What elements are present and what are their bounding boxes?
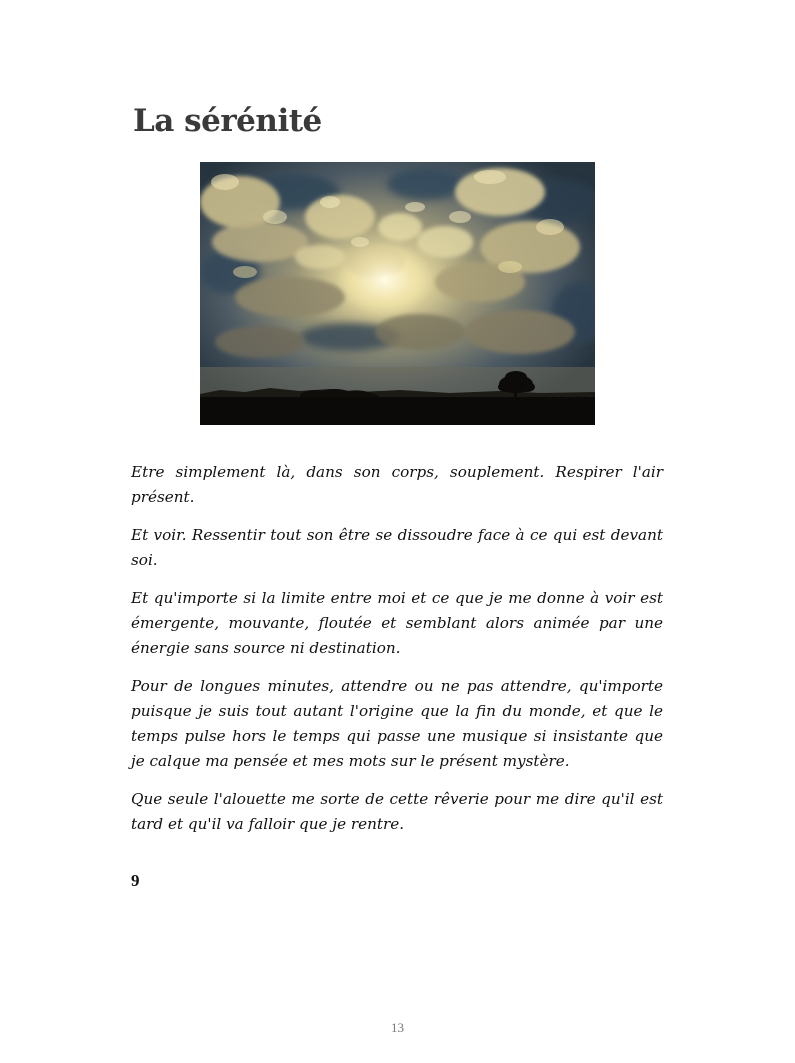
page-number: 13 xyxy=(391,1020,404,1035)
poem-number: 9 xyxy=(131,871,140,890)
paragraph: Pour de longues minutes, attendre ou ne pas attendre, qu'importe puisque je suis tout autant l'origine que la fin du monde, et que le temps pulse hors le temps qui passe une musique si insistante que je calque ma pensée et mes mots sur le présent mystère. xyxy=(131,677,663,770)
paragraph: Et voir. Ressentir tout son être se dissoudre face à ce qui est devant soi. xyxy=(131,526,663,569)
sky-photo xyxy=(200,162,595,425)
paragraph: Que seule l'alouette me sorte de cette rêverie pour me dire qu'il est tard et qu'il va falloir que je rentre. xyxy=(131,790,663,833)
page-title: La sérénité xyxy=(133,103,322,139)
paragraph: Etre simplement là, dans son corps, souplement. Respirer l'air présent. xyxy=(131,463,663,506)
poem-body xyxy=(131,460,663,850)
paragraph: Et qu'importe si la limite entre moi et ce que je me donne à voir est émergente, mouvante, floutée et semblant alors animée par une énergie sans source ni destination. xyxy=(131,589,663,657)
